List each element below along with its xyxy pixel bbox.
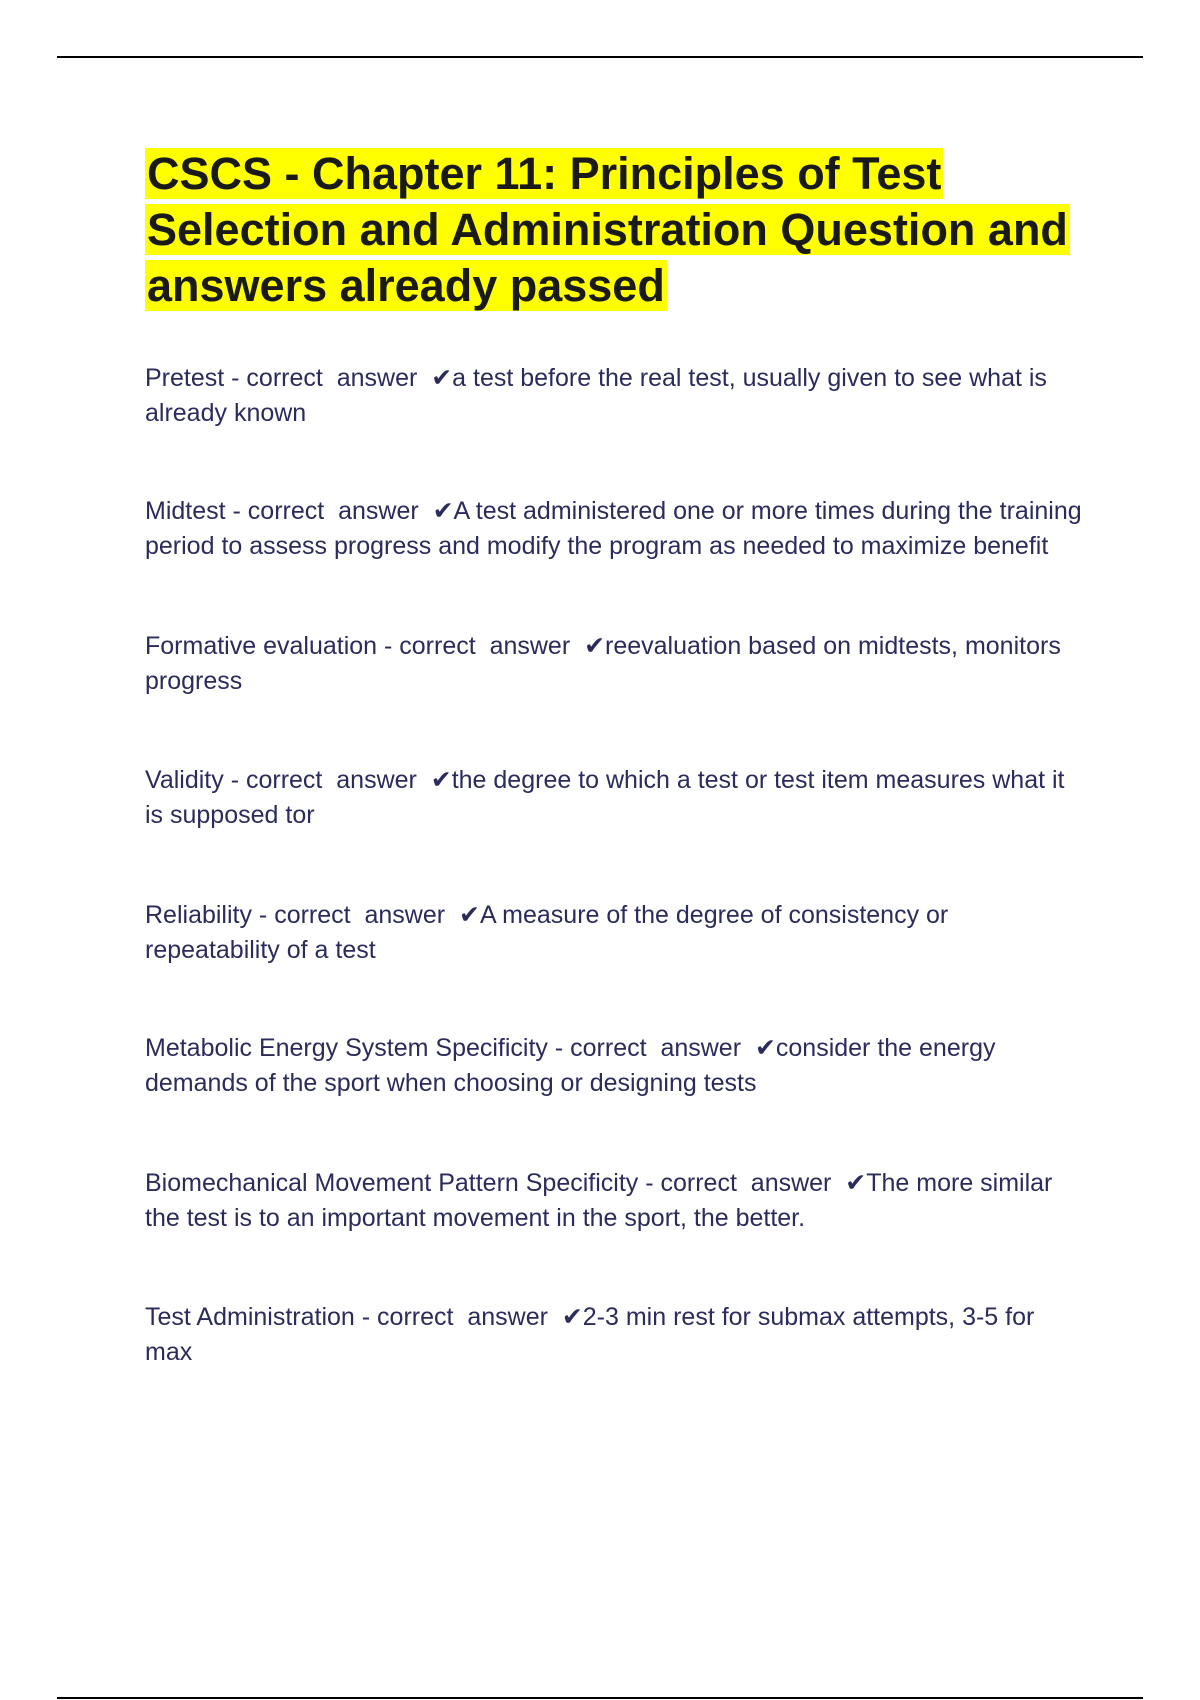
checkmark-icon: ✔ xyxy=(845,1169,867,1197)
qa-term: Test Administration xyxy=(145,1303,355,1331)
qa-definition: A test administered one or more times during the training period to assess progress and modify the program as needed to maximize benefit xyxy=(145,497,1082,560)
checkmark-icon: ✔ xyxy=(561,1303,583,1331)
list-item xyxy=(145,1166,1085,1236)
list-item xyxy=(145,361,1085,431)
qa-definition: A measure of the degree of consistency or repeatability of a test xyxy=(145,901,949,964)
qa-definition: 2-3 min rest for submax attempts, 3-5 for max xyxy=(145,1303,1035,1366)
qa-marker: - correct answer xyxy=(638,1169,846,1197)
list-item xyxy=(145,898,1085,968)
qa-marker: - correct answer xyxy=(354,1303,562,1331)
title-highlight: CSCS - Chapter 11: Principles of Test Selection and Administration Question and answers already passed xyxy=(147,148,1068,311)
qa-definition: The more similar the test is to an important movement in the sport, the better. xyxy=(145,1169,1053,1232)
top-rule xyxy=(57,56,1143,58)
qa-marker: - correct answer xyxy=(225,497,433,525)
checkmark-icon: ✔ xyxy=(432,497,454,525)
list-item xyxy=(145,629,1085,699)
qa-term: Biomechanical Movement Pattern Specificity xyxy=(145,1169,639,1197)
checkmark-icon: ✔ xyxy=(431,364,453,392)
list-item xyxy=(145,1300,1085,1370)
qa-definition: reevaluation based on midtests, monitors progress xyxy=(145,632,1061,695)
bottom-rule xyxy=(57,1697,1143,1699)
qa-marker: - correct answer xyxy=(224,364,432,392)
qa-definition: a test before the real test, usually given to see what is already known xyxy=(145,364,1047,427)
qa-term: Pretest xyxy=(145,364,225,392)
list-item xyxy=(145,1031,1085,1101)
checkmark-icon: ✔ xyxy=(430,766,452,794)
qa-marker: - correct answer xyxy=(223,766,431,794)
list-item xyxy=(145,763,1085,833)
list-item xyxy=(145,494,1085,564)
document-title xyxy=(145,146,1085,314)
qa-term: Validity xyxy=(145,766,224,794)
qa-term: Formative evaluation xyxy=(145,632,378,660)
checkmark-icon: ✔ xyxy=(458,901,480,929)
qa-definition: consider the energy demands of the sport when choosing or designing tests xyxy=(145,1034,996,1097)
qa-marker: - correct answer xyxy=(251,901,459,929)
checkmark-icon: ✔ xyxy=(584,632,606,660)
qa-marker: - correct answer xyxy=(377,632,585,660)
qa-term: Metabolic Energy System Specificity xyxy=(145,1034,548,1062)
checkmark-icon: ✔ xyxy=(754,1034,776,1062)
qa-marker: - correct answer xyxy=(547,1034,755,1062)
qa-term: Reliability xyxy=(145,901,252,929)
qa-list xyxy=(145,361,1085,1370)
qa-term: Midtest xyxy=(145,497,226,525)
qa-definition: the degree to which a test or test item measures what it is supposed tor xyxy=(145,766,1065,829)
